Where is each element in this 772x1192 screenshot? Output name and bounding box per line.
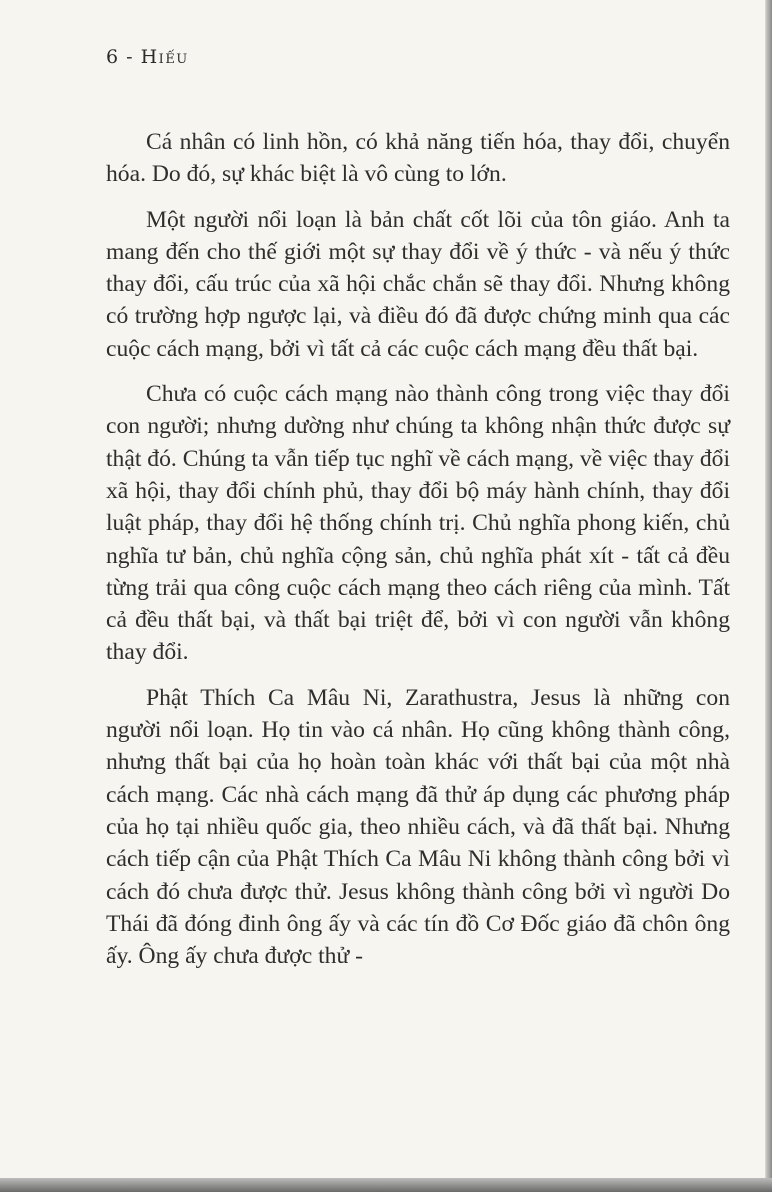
paragraph-1: Cá nhân có linh hồn, có khả năng tiến hóa, thay đổi, chuyển hóa. Do đó, sự khác biệt là vô cùng to lớn. [106,129,730,188]
header-separator: - [126,46,134,68]
scan-edge-right [766,0,772,1192]
scan-edge-bottom [0,1178,772,1192]
paragraph-2: Một người nổi loạn là bản chất cốt lõi của tôn giáo. Anh ta mang đến cho thế giới một sự thay đổi về ý thức - và nếu ý thức thay đổi, cấu trúc của xã hội chắc chắn sẽ thay đổi. Nhưng không có trường hợp ngược lại, và điều đó đã được chứng minh qua các cuộc cách mạng, bởi vì tất cả các cuộc cách mạng đều thất bại. [106,206,730,362]
running-header [106,46,189,68]
body-text [106,126,730,985]
paragraph-3: Chưa có cuộc cách mạng nào thành công trong việc thay đổi con người; nhưng dường như chúng ta không nhận thức được sự thật đó. Chúng ta vẫn tiếp tục nghĩ về cách mạng, về việc thay đổi xã hội, thay đổi chính phủ, thay đổi bộ máy hành chính, thay đổi luật pháp, thay đổi hệ thống chính trị. Chủ nghĩa phong kiến, chủ nghĩa tư bản, chủ nghĩa cộng sản, chủ nghĩa phát xít - tất cả đều từng trải qua công cuộc cách mạng theo cách riêng của mình. Tất cả đều thất bại, và thất bại triệt để, bởi vì con người vẫn không thay đổi. [106,381,730,666]
page-number: 6 [106,46,120,68]
paragraph-4: Phật Thích Ca Mâu Ni, Zarathustra, Jesus là những con người nổi loạn. Họ tin vào cá nhân. Họ cũng không thành công, nhưng thất bại của họ hoàn toàn khác với thất bại của một nhà cách mạng. Các nhà cách mạng đã thử áp dụng các phương pháp của họ tại nhiều quốc gia, theo nhiều cách, và đã thất bại. Nhưng cách tiếp cận của Phật Thích Ca Mâu Ni không thành công bởi vì cách đó chưa được thử. Jesus không thành công bởi vì người Do Thái đã đóng đinh ông ấy và các tín đồ Cơ Đốc giáo đã chôn ông ấy. Ông ấy chưa được thử - [106,684,730,970]
book-title: Hiếu [140,46,189,68]
